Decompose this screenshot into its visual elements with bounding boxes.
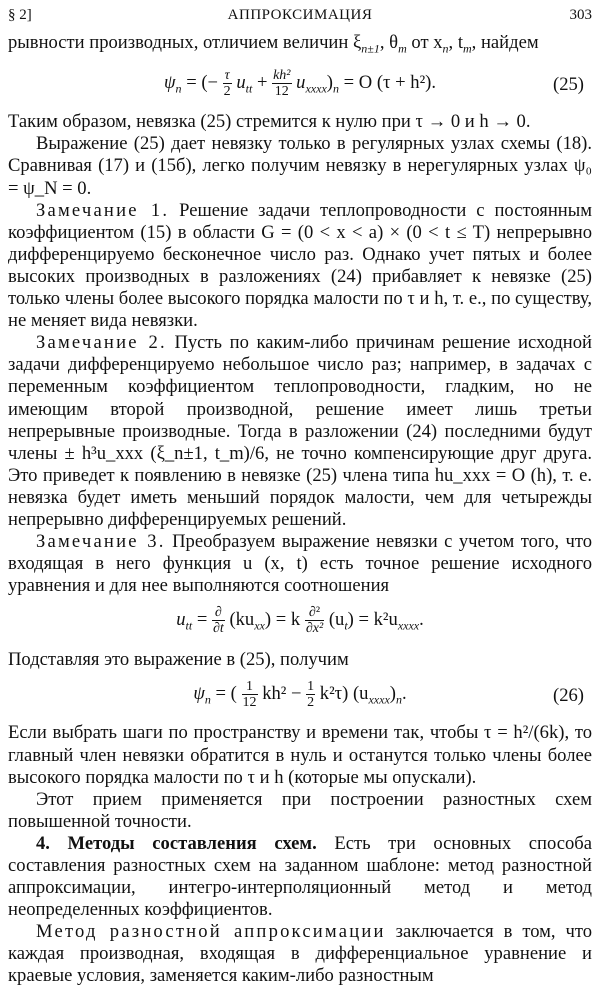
section-marker: § 2] xyxy=(8,7,32,23)
equation-26: $\psi_n$ = ( $\frac{1}{12}$ kh² − $\frac{1}{2}$ k²τ) $(u_{xxxx})_n$. (26) xyxy=(193,678,584,710)
remark-3: Замечание 3. Преобразуем выражение невязки с учетом того, что входящая в него функция u (x, t) есть точное решение исходного уравнения и для нее выполняются соотношения xyxy=(8,531,592,597)
paragraph: Подставляя это выражение в (25), получим xyxy=(8,648,349,670)
fraction: $\frac{1}{12}$ xyxy=(242,678,257,710)
page-number: 303 xyxy=(569,7,592,23)
paragraph-continuation: рывности производных, отличием величин $\xi_{n\pm 1}$, $\theta_m$ от $x_n$, $t_m$, найдем xyxy=(8,32,539,56)
running-title: АППРОКСИМАЦИЯ xyxy=(227,7,373,23)
equation-25: $\psi_n$ = (− $\frac{\tau}{2}$ $u_{tt}$ + $\frac{\text{kh²}}{12}$ $u_{xxxx})_n = O$ (τ + h²). (25) xyxy=(163,67,584,99)
equation-number: (26) xyxy=(553,684,584,706)
equation-substitution: $u_{tt}$ = $\frac{\partial}{\partial t}$ $(ku_{xx}) = k$ $\frac{\text{∂²}}{\text{∂x²}}$ $(u_t) = k^2u_{xxxx}$. xyxy=(176,605,424,637)
paragraph: Выражение (25) дает невязку только в регулярных узлах схемы (18). Сравнивая (17) и (15б), легко получим невязку в нерегулярных узлах ψ₀ = ψ_N = 0. xyxy=(8,133,592,199)
section-heading: 4. Методы составления схем. xyxy=(36,832,317,854)
paragraph-method: Метод разностной аппроксимации заключается в том, что каждая производная, входящая в дифференциальное уравнение и краевые условия, заменяется каким-либо разностным xyxy=(8,921,593,987)
fraction: $\frac{\text{∂²}}{\text{∂x²}}$ xyxy=(305,605,324,637)
remark-2: Замечание 2. Пусть по каким-либо причинам решение исходной задачи дифференцируемо небольшое число раз; например, в задачах с переменным коэффициентом теплопроводности, гладким, но не имеющим второй производной, решение имеет лишь третьи непрерывные производные. Тогда в разложении (24) последними будут члены ± h³u_xxx (ξ_n±1, t_m)/6, не точно компенсирующие друг друга. Это приведет к появлению в невязке (25) члена типа hu_xxx = O (h), т. е. невязка будет иметь меньший порядок малости, чем для четырежды непрерывно дифференцируемых решений. xyxy=(8,332,592,530)
section-4: 4. Методы составления схем. Есть три основных способа составления разностных схем на заданном шаблоне: метод разностной аппроксимации, интегро-интерполяционный метод и метод неопределенных коэффициентов. xyxy=(8,832,592,921)
paragraph: Если выбрать шаги по пространству и времени так, чтобы τ = h²/(6k), то главный член невязки обратится в нуль и останутся только члены более высокого порядка малости по τ и h (которые мы опускали). xyxy=(8,722,592,788)
fraction: $\frac{\tau}{2}$ xyxy=(223,67,231,99)
fraction: $\frac{1}{2}$ xyxy=(307,678,315,710)
equation-number: (25) xyxy=(553,73,584,95)
remark-1: Замечание 1. Решение задачи теплопроводности с постоянным коэффициентом (15) в области G = (0 < x < a) × (0 < t ≤ T) непрерывно дифференцируемо бесконечное число раз. Однако учет пятых и более высоких производных в разложениях (24) прибавляет к невязке (25) только члены более высокого порядка малости по τ и h, т. е., по существу, не меняет вида невязки. xyxy=(8,199,592,332)
paragraph: Таким образом, невязка (25) стремится к нулю при τ → 0 и h → 0. xyxy=(8,111,531,133)
paragraph: Этот прием применяется при построении разностных схем повышенной точности. xyxy=(8,788,592,832)
body-text xyxy=(8,32,592,988)
fraction: $\frac{\text{kh²}}{12}$ xyxy=(273,67,291,99)
fraction: $\frac{\partial}{\partial t}$ xyxy=(212,605,224,637)
